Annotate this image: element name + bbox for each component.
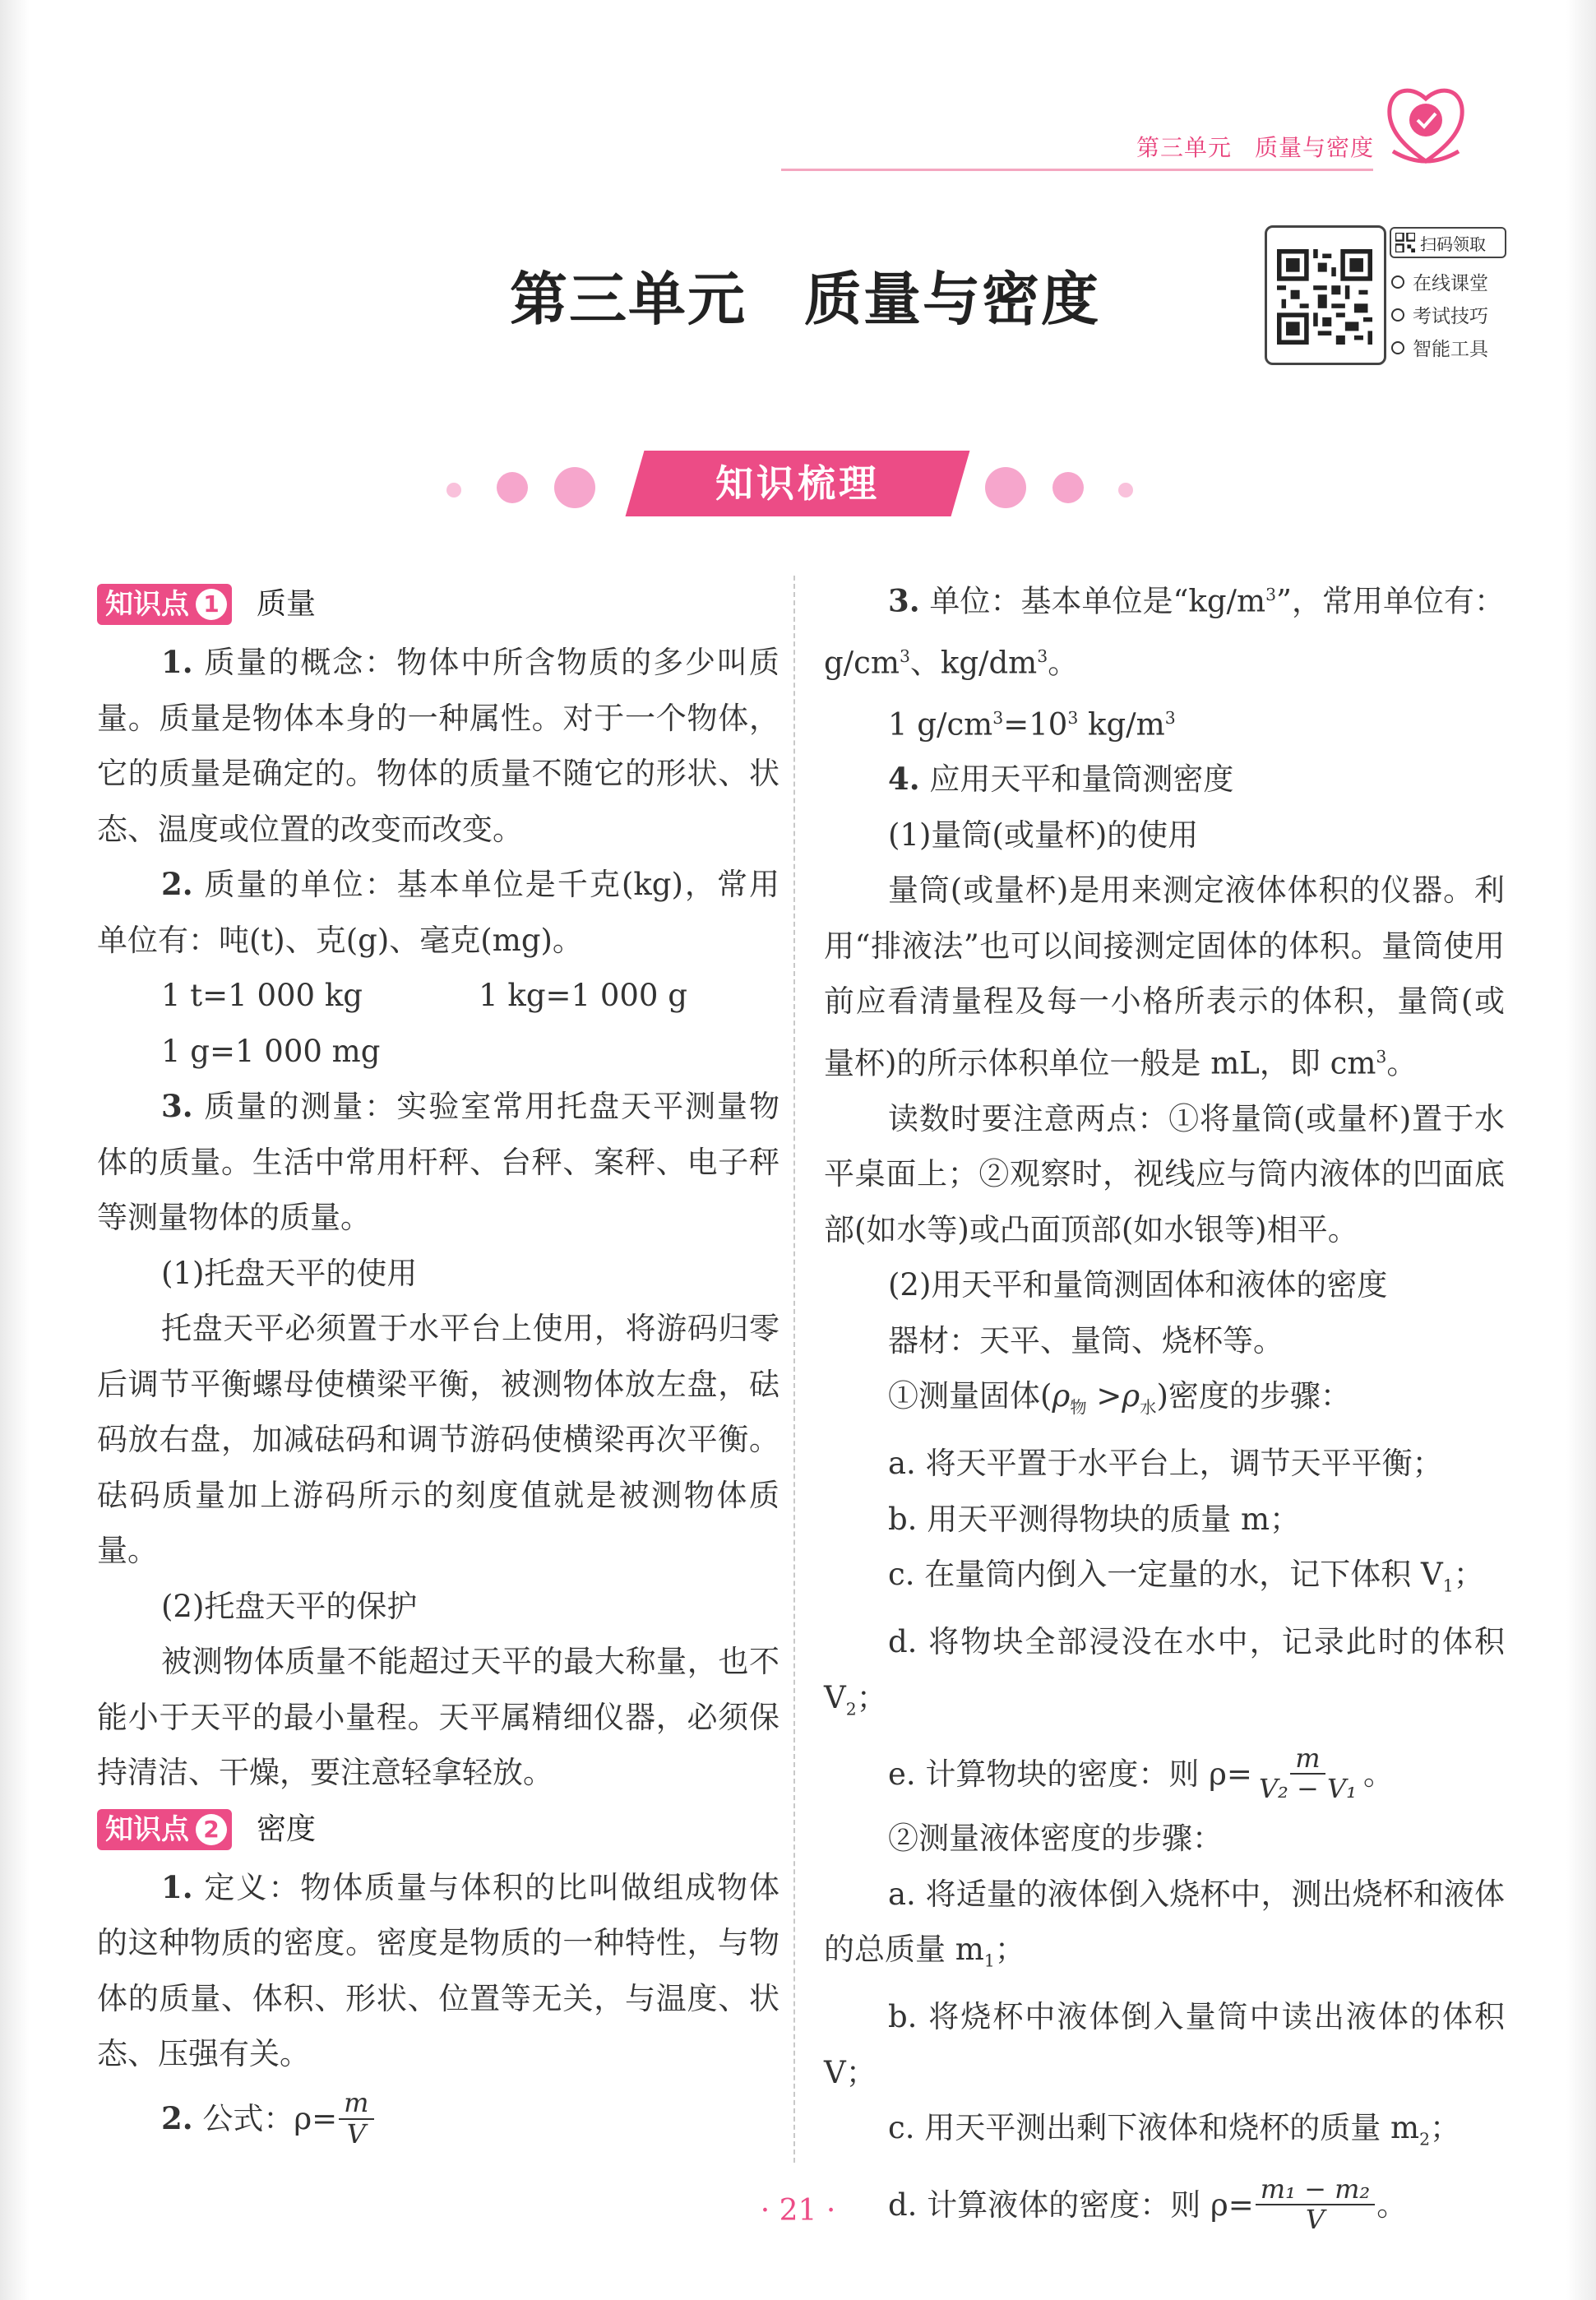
header-topic: 质量与密度 bbox=[1255, 134, 1375, 161]
solid-steps-title: ①测量固体$(\rho_物 >\rho_水)$密度的步骤： bbox=[888, 1378, 1351, 1418]
qr-code-icon bbox=[1277, 249, 1372, 345]
paragraph-mass-unit: 2. 质量的单位：基本单位是千克(kg)，常用单位有：吨(t)、克(g)、毫克(mg)。 bbox=[97, 866, 780, 958]
subheading-balance-use: (1)托盘天平的使用 bbox=[161, 1255, 418, 1291]
header-unit: 第三单元 bbox=[1136, 134, 1233, 161]
qr-item-online-class[interactable]: 在线课堂 bbox=[1391, 268, 1488, 295]
fraction-solid-density: $\frac{m}{\text{V₂ − V₁}}$ bbox=[1258, 1742, 1357, 1805]
unit-title bbox=[510, 253, 1100, 336]
decor-dot bbox=[985, 467, 1026, 508]
unit-title-part1: 第三单元 bbox=[510, 266, 747, 333]
unit-conversion-line: 1 t=1 000 kg 1 kg=1 000 g bbox=[161, 978, 687, 1013]
section-banner-title: 知识梳理 bbox=[715, 461, 880, 506]
decor-dot bbox=[497, 472, 528, 503]
knowledge-point-2-heading bbox=[97, 1803, 779, 1857]
column-divider bbox=[793, 576, 795, 2163]
running-header bbox=[1136, 130, 1374, 163]
header-rule bbox=[781, 169, 1373, 171]
liquid-steps-title: ②测量液体密度的步骤： bbox=[888, 1821, 1223, 1857]
heart-badge-icon bbox=[1385, 72, 1467, 171]
decor-dot bbox=[554, 467, 595, 508]
paragraph-balance-care: 被测物体质量不能超过天平的最大称量，也不能小于天平的最小量程。天平属精细仪器，必须保持清洁、干燥，要注意轻拿轻放。 bbox=[97, 1644, 779, 1790]
fraction-liquid-density: $\frac{\text{m₁ − m₂}}{V}$ bbox=[1256, 2175, 1376, 2234]
qr-code-card[interactable] bbox=[1265, 225, 1386, 365]
liquid-step-d: d. 计算液体的密度：则 ρ= $\frac{\text{m₁ − m₂}}{V}$ 。 bbox=[888, 2173, 1408, 2236]
knowledge-point-number: 1 bbox=[196, 589, 227, 620]
qr-item-exam-tips[interactable]: 考试技巧 bbox=[1391, 301, 1488, 328]
bullet-circle-icon bbox=[1391, 308, 1404, 322]
paragraph-reading-notes: 读数时要注意两点：①将量筒(或量杯)置于水平桌面上；②观察时，视线应与筒内液体的凹面底部(如水等)或凸面顶部(如水银等)相平。 bbox=[824, 1100, 1505, 1247]
subheading-measure-density: (2)用天平和量筒测固体和液体的密度 bbox=[888, 1267, 1388, 1303]
decor-dot bbox=[446, 483, 461, 497]
paragraph-mass-measurement: 3. 质量的测量：实验室常用托盘天平测量物体的质量。生活中常用杆秤、台秤、案秤、电子秤等测量物体的质量。 bbox=[97, 1088, 780, 1235]
solid-step-b: b. 用天平测得物块的质量 m； bbox=[888, 1501, 1301, 1537]
knowledge-point-1-heading bbox=[97, 577, 779, 632]
equipment-line: 器材：天平、量筒、烧杯等。 bbox=[888, 1322, 1284, 1358]
right-column bbox=[824, 567, 1505, 2242]
bullet-circle-icon bbox=[1391, 275, 1404, 289]
knowledge-point-title: 质量 bbox=[257, 587, 317, 622]
paragraph-balance-use: 托盘天平必须置于水平台上使用，将游码归零后调节平衡螺母使横梁平衡，被测物体放左盘，砝码放右盘，加减砝码和调节游码使横梁再次平衡。砝码质量加上游码所示的刻度值就是被测物体质量。 bbox=[97, 1311, 779, 1568]
subheading-cylinder-use: (1)量筒(或量杯)的使用 bbox=[888, 817, 1199, 853]
solid-step-d: d. 将物块全部浸没在水中，记录此时的体积 $V_2$； bbox=[824, 1624, 1505, 1719]
qr-item-smart-tools[interactable]: 智能工具 bbox=[1391, 334, 1488, 361]
scan-label: 扫码领取 bbox=[1420, 234, 1486, 254]
solid-step-a: a. 将天平置于水平台上，调节天平平衡； bbox=[888, 1446, 1443, 1482]
paragraph-apply-balance: 4. 应用天平和量筒测密度 bbox=[888, 761, 1234, 798]
subheading-balance-care: (2)托盘天平的保护 bbox=[161, 1588, 418, 1624]
qr-mini-icon bbox=[1395, 233, 1415, 252]
paragraph-mass-concept: 1. 质量的概念：物体中所含物质的多少叫质量。质量是物体本身的一种属性。对于一个物体，它的质量是确定的。物体的质量不随它的形状、状态、温度或位置的改变而改变。 bbox=[97, 644, 780, 847]
liquid-step-b: b. 将烧杯中液体倒入量筒中读出液体的体积 V； bbox=[824, 1999, 1505, 2090]
knowledge-point-tag: 知识点 1 bbox=[97, 584, 232, 625]
knowledge-point-title: 密度 bbox=[257, 1812, 317, 1846]
decor-dot bbox=[1118, 483, 1133, 497]
paragraph-density-unit: 3. 单位：基本单位是“$kg/m^3$”，常用单位有：$g/cm^3$、$kg/dm^3$。 bbox=[824, 582, 1506, 681]
fraction-m-over-v: $\frac{m}{V}$ bbox=[339, 2089, 373, 2148]
unit-title-part2: 质量与密度 bbox=[804, 266, 1100, 333]
density-formula: 2. 公式：ρ= $\frac{m}{V}$ bbox=[97, 2082, 779, 2156]
solid-step-e: e. 计算物块的密度：则 ρ= $\frac{m}{\text{V₂ − V₁}}$ 。 bbox=[888, 1742, 1394, 1805]
solid-step-c: c. 在量筒内倒入一定量的水，记下体积 $V_1$； bbox=[888, 1557, 1484, 1596]
density-unit-conversion: 1 $g/cm^3=10^3$ $kg/m^3$ bbox=[888, 706, 1176, 742]
paragraph-cylinder-use: 量筒(或量杯)是用来测定液体体积的仪器。利用“排液法”也可以间接测定固体的体积。量筒使用前应看清量程及每一小格所表示的体积，量筒(或量杯)的所示体积单位一般是 mL，即 $cm^3$。 bbox=[824, 872, 1505, 1081]
page-number: · 21 · bbox=[760, 2194, 836, 2228]
liquid-step-a: a. 将适量的液体倒入烧杯中，测出烧杯和液体的总质量 $m_1$； bbox=[824, 1876, 1505, 1971]
scan-to-claim-tag[interactable] bbox=[1390, 227, 1506, 258]
decor-dot bbox=[1052, 472, 1084, 503]
left-column bbox=[97, 576, 779, 2156]
paragraph-density-definition: 1. 定义：物体质量与体积的比叫做组成物体的这种物质的密度。密度是物质的一种特性，与物体的质量、体积、形状、位置等无关，与温度、状态、压强有关。 bbox=[97, 1868, 780, 2071]
knowledge-point-number: 2 bbox=[196, 1814, 227, 1845]
bullet-circle-icon bbox=[1391, 341, 1404, 354]
liquid-step-c: c. 用天平测出剩下液体和烧杯的质量 $m_2$； bbox=[888, 2110, 1461, 2150]
knowledge-point-tag: 知识点 2 bbox=[97, 1809, 232, 1850]
unit-conversion-line: 1 g=1 000 mg bbox=[161, 1033, 381, 1069]
